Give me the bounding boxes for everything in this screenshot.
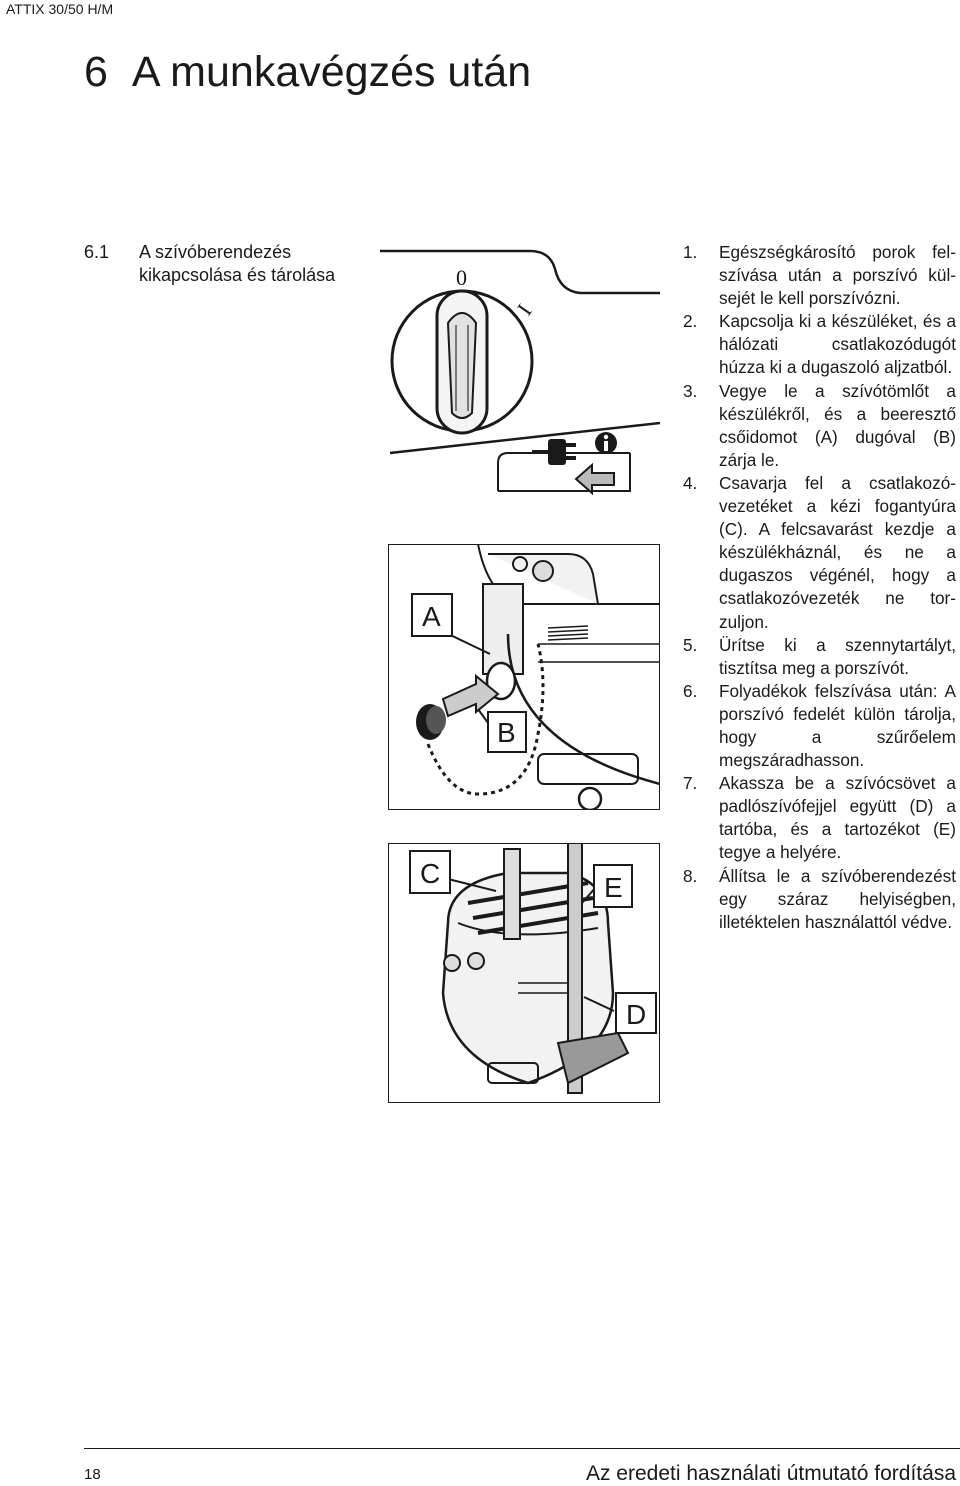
step-item: 8. Állítsa le a szívóberendezést egy száraz helyiségben, illetéktelen használattól védve. <box>683 865 956 932</box>
footer-title: Az eredeti használati útmutató fordítása <box>585 1462 956 1485</box>
step-item: 1. Egészségkárosító porok felszívása után a porszívó külsejét le kell porszívózni. <box>683 242 956 309</box>
inlet-plug-figure <box>388 544 660 810</box>
label-b: B <box>497 717 516 748</box>
footer-divider <box>84 1448 960 1449</box>
switch-label-off: 0 <box>456 265 467 290</box>
switch-figure <box>380 243 660 511</box>
document-header-model: ATTIX 30/50 H/M <box>6 1 114 17</box>
storage-figure <box>388 843 660 1103</box>
chapter-title: A munkavégzés után <box>131 48 532 96</box>
page-number: 18 <box>84 1466 101 1483</box>
switch-label-on: I <box>511 299 537 320</box>
label-e: E <box>604 872 623 903</box>
step-item: 7. Akassza be a szívócsövet a padlószívófejjel együtt (D) a tartóba, és a tartozékot (E) tegye a helyére. <box>683 773 956 863</box>
step-item: 6. Folyadékok felszívása után: A porszívó fedelét külön tárolja, hogy a szűrőelem megszáradhasson. <box>683 680 956 771</box>
label-c: C <box>420 858 441 889</box>
arrow-icon <box>576 465 614 493</box>
step-item: 4. Csavarja fel a csatlakozóvezetéket a kézi fogantyúra (C). A felcsavarást kezdje a készülékháznál, és ne a dugaszos végénél, hogy a csatlakozóvezeték ne torzuljon. <box>683 472 956 632</box>
section-title: A szívóberendezés kikapcsolása és tárolása <box>139 242 336 285</box>
label-d: D <box>626 999 647 1030</box>
info-icon <box>595 432 617 454</box>
step-item: 2. Kapcsolja ki a készüléket, és a hálózati csatlakozódugót húzza ki a dugaszoló aljzatból. <box>683 311 956 378</box>
chapter-heading <box>84 44 531 100</box>
label-a: A <box>422 601 441 632</box>
step-item: 3. Vegye le a szívótömlőt a készülékről, és a beeresztő csőidomot (A) dugóval (B) zárja le. <box>683 380 956 470</box>
chapter-number: 6 <box>84 48 108 96</box>
step-item: 5. Ürítse ki a szennytartályt, tisztítsa meg a porszívót. <box>683 634 956 678</box>
instruction-steps <box>683 241 956 934</box>
section-number: 6.1 <box>84 242 110 262</box>
